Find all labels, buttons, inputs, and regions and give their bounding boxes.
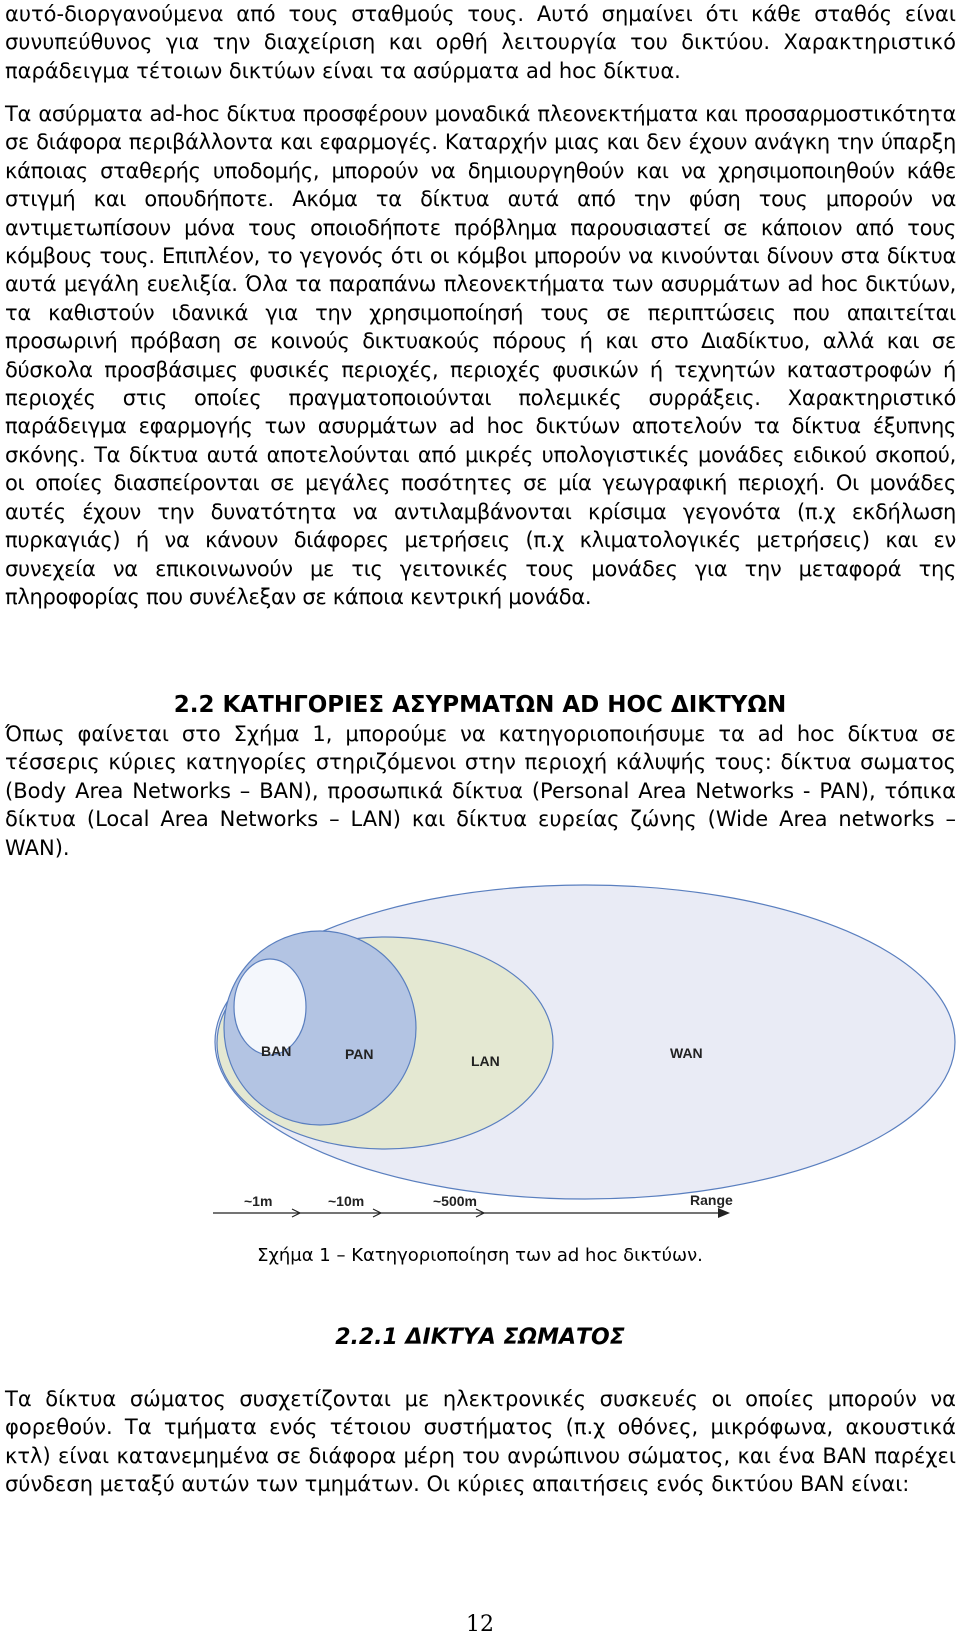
ban-label: BAN [261, 1043, 292, 1059]
paragraph-body-networks: Τα δίκτυα σώματος συσχετίζονται με ηλεκτρονικές συσκευές οι οποίες μπορούν να φορεθούν. Τα τμήματα ενός τέτοιου συστήματος (π.χ οθόνες, μικρόφωνα, ακουστικά κτλ) είναι κατανεμημένα σε διάφορα μέρη του ανρώπινου σώματος, και ένα BAN παρέχει σύνδεση μεταξύ αυτών των τμημάτων. Οι κύριες απαιτήσεις ενός δικτύου BAN είναι: [5, 1387, 956, 1497]
subsection-heading: 2.2.1 ΔΙΚΤΥΑ ΣΩΜΑΤΟΣ [335, 1325, 625, 1350]
page-number: 12 [466, 1612, 494, 1637]
wan-label: WAN [670, 1045, 703, 1061]
range-arrowhead [718, 1208, 730, 1218]
scale-10m-label: ~10m [328, 1193, 365, 1209]
lan-label: LAN [471, 1053, 500, 1069]
scale-1m-label: ~1m [244, 1193, 273, 1209]
scale-500m-label: ~500m [433, 1193, 477, 1209]
paragraph-categories: Όπως φαίνεται στο Σχήμα 1, μπορούμε να κατηγοριοποιήσυμε τα ad hoc δίκτυα σε τέσσερις κύριες κατηγορίες στηριζόμενοι στην περιοχή κάλυψής τους: δίκτυα σωματος (Body Area Networks – BAN), προσωπικά δίκτυα (Personal Area Networks - PAN), τόπικα δίκτυα (Local Area Networks – LAN) και δίκτυα ευρείας ζώνης (Wide Area networks – WAN). [5, 722, 956, 860]
figure-caption: Σχήμα 1 – Κατηγοριοποίηση των ad hoc δικτύων. [257, 1245, 703, 1266]
adhoc-network-categories-figure [0, 880, 960, 1220]
range-label: Range [690, 1192, 733, 1208]
paragraph-advantages: Τα ασύρματα ad-hoc δίκτυα προσφέρουν μοναδικά πλεονεκτήματα και προσαρμοστικότητα σε διάφορα περιβάλλοντα και εφαρμογές. Καταρχήν μιας και δεν έχουν ανάγκη την ύπαρξη κάποιας σταθερής υποδομής, μπορούν να δημιουργηθούν και να χρησιμοποιηθούν κάθε στιγμή και οπουδήποτε. Ακόμα τα δίκτυα αυτά από την φύση τους μπορούν να αντιμετωπίσουν μόνα τους οποιοδήποτε πρόβλημα παρουσιαστεί σε κάποιον από τους κόμβους τους. Επιπλέον, το γεγονός ότι οι κόμβοι μπορούν να κινούνται δίνουν στα δίκτυα αυτά μεγάλη ευελιξία. Όλα τα παραπάνω πλεονεκτήματα των ασυρμάτων ad hoc δικτύων, τα καθιστούν ιδανικά για την χρησιμοποίησή τους σε περιπτώσεις που απαιτείται προσωρινή πρόβαση σε κοινούς δικτυακούς πόρους ή και στο Διαδίκτυο, αλλά και σε δύσκολα προσβάσιμες φυσικές περιοχές, περιοχές φυσικών ή τεχνητών καταστροφών ή περιοχές στις οποίες πραγματοποιούνται πολεμικές συρράξεις. Χαρακτηριστικό παράδειγμα εφαρμογής των ασυρμάτων ad hoc δικτύων αποτελούν τα δίκτυα έξυπνης σκόνης. Τα δίκτυα αυτά αποτελούνται από μικρές υπολογιστικές μονάδες ειδικού σκοπού, οι οποίες διασπείρονται σε μεγάλες ποσότητες σε μία γεωγραφική περιοχή. Οι μονάδες αυτές έχουν την δυνατότητα να αντιλαμβάνονται κρίσιμα γεγονότα (π.χ εκδήλωση πυρκαγιάς) ή να κάνουν διάφορες μετρήσεις (π.χ κλιματολογικές μετρήσεις) και εν συνεχεία να επικοινωνούν με τις γειτονικές τους μονάδες για την μεταφορά της πληροφορίας που συνέλεξαν σε κάποια κεντρική μονάδα. [5, 102, 956, 609]
section-heading: 2.2 ΚΑΤΗΓΟΡΙΕΣ ΑΣΥΡΜΑΤΩΝ AD HOC ΔΙΚΤΥΩΝ [173, 692, 787, 718]
ban-ellipse [234, 959, 306, 1055]
pan-label: PAN [345, 1046, 374, 1062]
paragraph-intro: αυτό-διοργανούμενα από τους σταθμούς τους. Αυτό σημαίνει ότι κάθε σταθός είναι συνυπεύθυνος για την διαχείριση και ορθή λειτουργία του δικτύου. Χαρακτηριστικό παράδειγμα τέτοιων δικτύων είναι τα ασύρματα ad hoc δίκτυα. [5, 2, 956, 83]
